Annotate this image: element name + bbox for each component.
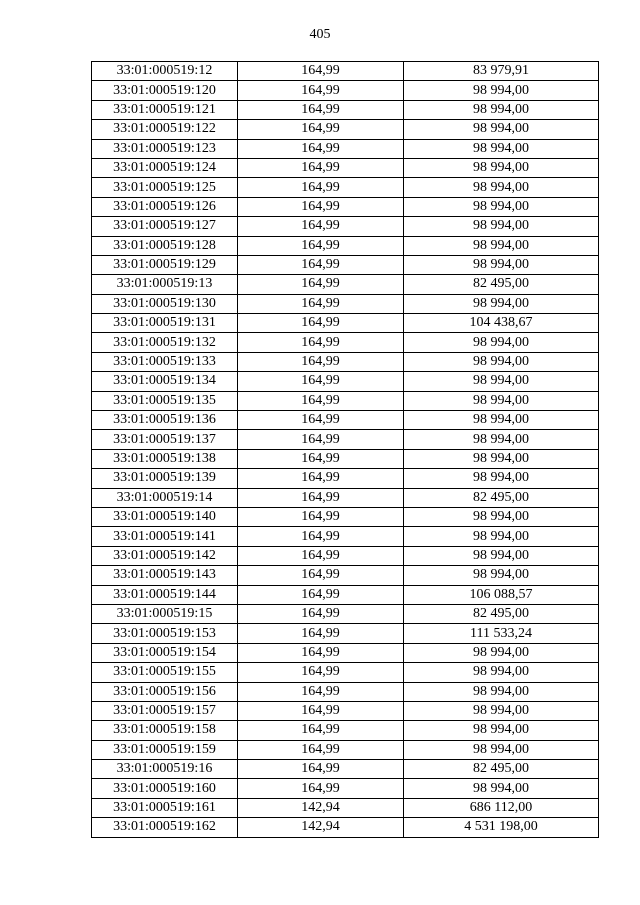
table-row xyxy=(92,604,599,623)
table-row xyxy=(92,449,599,468)
cadastral-number-cell: 33:01:000519:161 xyxy=(92,798,238,817)
area-cell: 164,99 xyxy=(238,217,404,236)
cadastral-number-cell: 33:01:000519:128 xyxy=(92,236,238,255)
table-row xyxy=(92,740,599,759)
table-row xyxy=(92,760,599,779)
value-cell: 98 994,00 xyxy=(404,643,599,662)
area-cell: 164,99 xyxy=(238,411,404,430)
area-cell: 164,99 xyxy=(238,779,404,798)
table-row xyxy=(92,566,599,585)
cadastral-number-cell: 33:01:000519:126 xyxy=(92,197,238,216)
table-row xyxy=(92,488,599,507)
area-cell: 164,99 xyxy=(238,721,404,740)
table-row xyxy=(92,333,599,352)
value-cell: 98 994,00 xyxy=(404,507,599,526)
cadastral-number-cell: 33:01:000519:130 xyxy=(92,294,238,313)
cadastral-number-cell: 33:01:000519:140 xyxy=(92,507,238,526)
table-row xyxy=(92,411,599,430)
value-cell: 98 994,00 xyxy=(404,391,599,410)
area-cell: 164,99 xyxy=(238,682,404,701)
area-cell: 164,99 xyxy=(238,275,404,294)
value-cell: 98 994,00 xyxy=(404,779,599,798)
table-row xyxy=(92,352,599,371)
cadastral-number-cell: 33:01:000519:124 xyxy=(92,158,238,177)
table-row xyxy=(92,779,599,798)
value-cell: 83 979,91 xyxy=(404,62,599,81)
table-row xyxy=(92,100,599,119)
table-row xyxy=(92,236,599,255)
value-cell: 98 994,00 xyxy=(404,100,599,119)
area-cell: 164,99 xyxy=(238,294,404,313)
value-cell: 98 994,00 xyxy=(404,255,599,274)
area-cell: 164,99 xyxy=(238,449,404,468)
cadastral-number-cell: 33:01:000519:156 xyxy=(92,682,238,701)
area-cell: 164,99 xyxy=(238,372,404,391)
cadastral-number-cell: 33:01:000519:14 xyxy=(92,488,238,507)
area-cell: 164,99 xyxy=(238,139,404,158)
cadastral-number-cell: 33:01:000519:121 xyxy=(92,100,238,119)
value-cell: 98 994,00 xyxy=(404,682,599,701)
value-cell: 98 994,00 xyxy=(404,411,599,430)
table-row xyxy=(92,81,599,100)
area-cell: 164,99 xyxy=(238,391,404,410)
value-cell: 82 495,00 xyxy=(404,760,599,779)
table-row xyxy=(92,430,599,449)
cadastral-number-cell: 33:01:000519:125 xyxy=(92,178,238,197)
area-cell: 164,99 xyxy=(238,333,404,352)
cadastral-number-cell: 33:01:000519:137 xyxy=(92,430,238,449)
cadastral-number-cell: 33:01:000519:136 xyxy=(92,411,238,430)
table-row xyxy=(92,701,599,720)
value-cell: 98 994,00 xyxy=(404,139,599,158)
area-cell: 142,94 xyxy=(238,818,404,837)
value-cell: 106 088,57 xyxy=(404,585,599,604)
cadastral-number-cell: 33:01:000519:132 xyxy=(92,333,238,352)
value-cell: 98 994,00 xyxy=(404,430,599,449)
cadastral-number-cell: 33:01:000519:135 xyxy=(92,391,238,410)
value-cell: 98 994,00 xyxy=(404,721,599,740)
area-cell: 164,99 xyxy=(238,469,404,488)
area-cell: 164,99 xyxy=(238,100,404,119)
table-row xyxy=(92,120,599,139)
table-row xyxy=(92,197,599,216)
cadastral-number-cell: 33:01:000519:122 xyxy=(92,120,238,139)
table-row xyxy=(92,217,599,236)
value-cell: 98 994,00 xyxy=(404,81,599,100)
area-cell: 164,99 xyxy=(238,81,404,100)
cadastral-number-cell: 33:01:000519:158 xyxy=(92,721,238,740)
cadastral-number-cell: 33:01:000519:159 xyxy=(92,740,238,759)
table-row xyxy=(92,798,599,817)
table-row xyxy=(92,546,599,565)
value-cell: 98 994,00 xyxy=(404,740,599,759)
area-cell: 164,99 xyxy=(238,197,404,216)
value-cell: 98 994,00 xyxy=(404,546,599,565)
cadastral-number-cell: 33:01:000519:123 xyxy=(92,139,238,158)
value-cell: 98 994,00 xyxy=(404,372,599,391)
table-row xyxy=(92,624,599,643)
cadastral-number-cell: 33:01:000519:131 xyxy=(92,314,238,333)
area-cell: 164,99 xyxy=(238,507,404,526)
table-row xyxy=(92,158,599,177)
area-cell: 164,99 xyxy=(238,701,404,720)
table-row xyxy=(92,507,599,526)
table-row xyxy=(92,682,599,701)
area-cell: 164,99 xyxy=(238,120,404,139)
area-cell: 164,99 xyxy=(238,488,404,507)
cadastral-number-cell: 33:01:000519:12 xyxy=(92,62,238,81)
area-cell: 164,99 xyxy=(238,585,404,604)
table-row xyxy=(92,255,599,274)
cadastral-number-cell: 33:01:000519:142 xyxy=(92,546,238,565)
cadastral-number-cell: 33:01:000519:155 xyxy=(92,663,238,682)
cadastral-number-cell: 33:01:000519:138 xyxy=(92,449,238,468)
value-cell: 98 994,00 xyxy=(404,158,599,177)
area-cell: 164,99 xyxy=(238,158,404,177)
value-cell: 98 994,00 xyxy=(404,527,599,546)
value-cell: 98 994,00 xyxy=(404,120,599,139)
area-cell: 164,99 xyxy=(238,352,404,371)
value-cell: 98 994,00 xyxy=(404,449,599,468)
value-cell: 98 994,00 xyxy=(404,197,599,216)
table-row xyxy=(92,818,599,837)
cadastral-number-cell: 33:01:000519:139 xyxy=(92,469,238,488)
area-cell: 164,99 xyxy=(238,255,404,274)
cadastral-number-cell: 33:01:000519:160 xyxy=(92,779,238,798)
value-cell: 686 112,00 xyxy=(404,798,599,817)
cadastral-number-cell: 33:01:000519:120 xyxy=(92,81,238,100)
cadastral-number-cell: 33:01:000519:143 xyxy=(92,566,238,585)
area-cell: 164,99 xyxy=(238,546,404,565)
area-cell: 164,99 xyxy=(238,760,404,779)
value-cell: 98 994,00 xyxy=(404,352,599,371)
table-row xyxy=(92,585,599,604)
area-cell: 164,99 xyxy=(238,430,404,449)
table-body xyxy=(92,62,599,838)
area-cell: 164,99 xyxy=(238,740,404,759)
cadastral-number-cell: 33:01:000519:15 xyxy=(92,604,238,623)
value-cell: 4 531 198,00 xyxy=(404,818,599,837)
table-row xyxy=(92,314,599,333)
area-cell: 164,99 xyxy=(238,236,404,255)
value-cell: 98 994,00 xyxy=(404,663,599,682)
page-number: 405 xyxy=(309,27,331,42)
value-cell: 98 994,00 xyxy=(404,333,599,352)
value-cell: 98 994,00 xyxy=(404,701,599,720)
value-cell: 98 994,00 xyxy=(404,178,599,197)
table-row xyxy=(92,663,599,682)
area-cell: 164,99 xyxy=(238,663,404,682)
value-cell: 98 994,00 xyxy=(404,566,599,585)
cadastral-number-cell: 33:01:000519:153 xyxy=(92,624,238,643)
table-row xyxy=(92,372,599,391)
table-row xyxy=(92,139,599,158)
cadastral-number-cell: 33:01:000519:162 xyxy=(92,818,238,837)
area-cell: 142,94 xyxy=(238,798,404,817)
value-cell: 98 994,00 xyxy=(404,294,599,313)
area-cell: 164,99 xyxy=(238,624,404,643)
cadastral-number-cell: 33:01:000519:127 xyxy=(92,217,238,236)
table-row xyxy=(92,469,599,488)
value-cell: 104 438,67 xyxy=(404,314,599,333)
area-cell: 164,99 xyxy=(238,178,404,197)
value-cell: 82 495,00 xyxy=(404,275,599,294)
cadastral-number-cell: 33:01:000519:157 xyxy=(92,701,238,720)
area-cell: 164,99 xyxy=(238,566,404,585)
cadastral-number-cell: 33:01:000519:154 xyxy=(92,643,238,662)
value-cell: 98 994,00 xyxy=(404,469,599,488)
table-row xyxy=(92,391,599,410)
value-cell: 98 994,00 xyxy=(404,236,599,255)
value-cell: 82 495,00 xyxy=(404,488,599,507)
cadastral-number-cell: 33:01:000519:129 xyxy=(92,255,238,274)
cadastral-number-cell: 33:01:000519:141 xyxy=(92,527,238,546)
table-row xyxy=(92,275,599,294)
data-table xyxy=(91,61,599,838)
area-cell: 164,99 xyxy=(238,643,404,662)
table-row xyxy=(92,62,599,81)
table-row xyxy=(92,294,599,313)
cadastral-number-cell: 33:01:000519:16 xyxy=(92,760,238,779)
area-cell: 164,99 xyxy=(238,527,404,546)
cadastral-number-cell: 33:01:000519:133 xyxy=(92,352,238,371)
value-cell: 111 533,24 xyxy=(404,624,599,643)
table-row xyxy=(92,643,599,662)
area-cell: 164,99 xyxy=(238,604,404,623)
value-cell: 98 994,00 xyxy=(404,217,599,236)
cadastral-number-cell: 33:01:000519:144 xyxy=(92,585,238,604)
table-row xyxy=(92,721,599,740)
area-cell: 164,99 xyxy=(238,62,404,81)
cadastral-number-cell: 33:01:000519:134 xyxy=(92,372,238,391)
value-cell: 82 495,00 xyxy=(404,604,599,623)
cadastral-number-cell: 33:01:000519:13 xyxy=(92,275,238,294)
table-row xyxy=(92,178,599,197)
table-row xyxy=(92,527,599,546)
area-cell: 164,99 xyxy=(238,314,404,333)
